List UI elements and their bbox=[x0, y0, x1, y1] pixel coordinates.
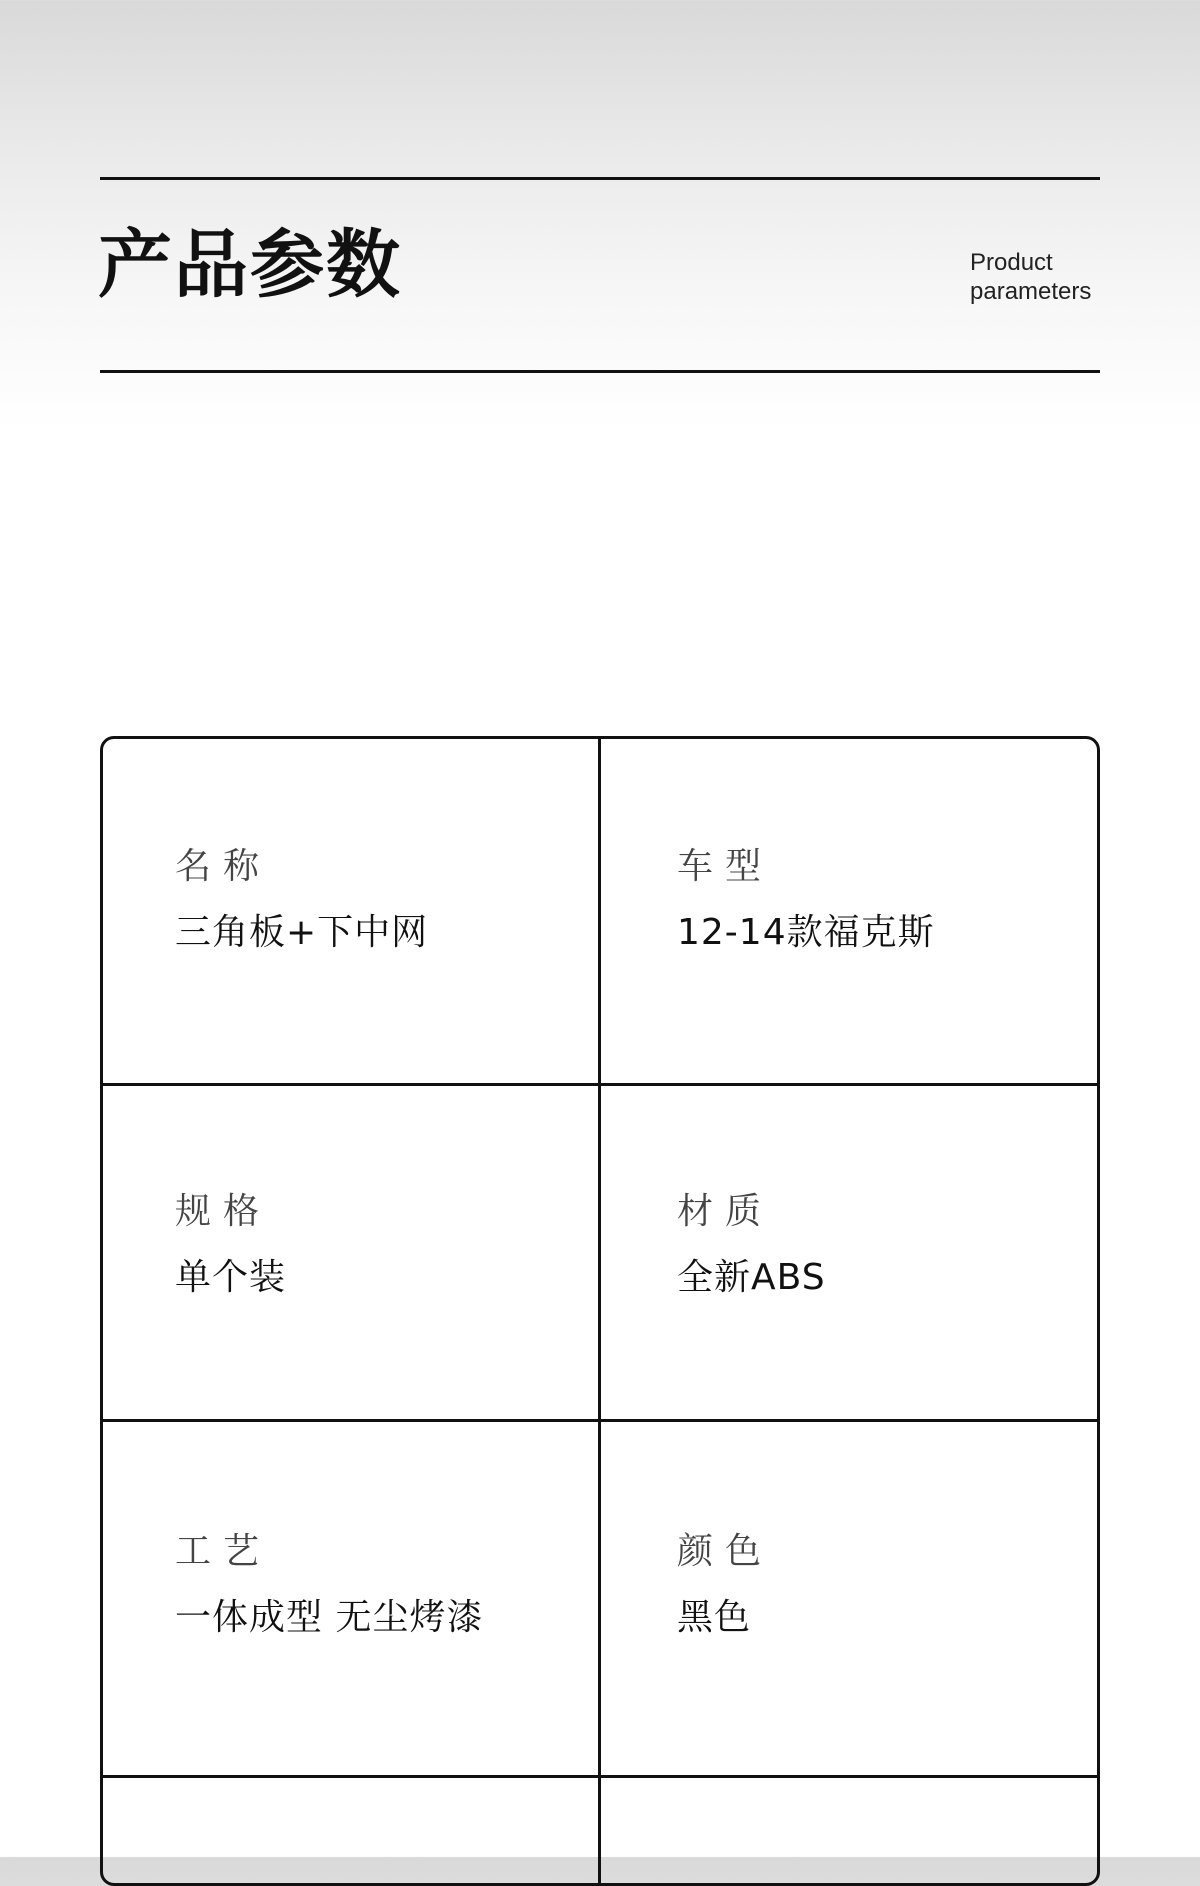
param-cell-model bbox=[677, 846, 935, 953]
param-cell-name bbox=[175, 846, 429, 953]
page-subtitle-en bbox=[970, 248, 1100, 306]
param-cell-material bbox=[677, 1191, 826, 1298]
param-label: 车型 bbox=[677, 846, 774, 887]
param-label: 工艺 bbox=[175, 1531, 272, 1572]
subtitle-line-1: Product bbox=[970, 249, 1053, 276]
param-value: 三角板+下中网 bbox=[175, 912, 429, 953]
param-value: 单个装 bbox=[175, 1257, 287, 1298]
param-label: 材质 bbox=[677, 1191, 774, 1232]
param-cell-color bbox=[677, 1531, 774, 1638]
param-label: 颜色 bbox=[677, 1531, 774, 1572]
param-cell-spec bbox=[175, 1191, 287, 1298]
parameters-table bbox=[100, 736, 1100, 1886]
param-cell-process bbox=[175, 1531, 484, 1638]
param-label: 规格 bbox=[175, 1191, 272, 1232]
param-value: 12-14款福克斯 bbox=[677, 912, 935, 953]
row-divider bbox=[103, 1419, 1097, 1422]
subtitle-line-2: parameters bbox=[970, 278, 1092, 305]
param-value: 黑色 bbox=[677, 1597, 752, 1638]
column-divider bbox=[598, 739, 601, 1883]
param-value: 全新ABS bbox=[677, 1257, 826, 1298]
param-label: 名称 bbox=[175, 846, 272, 887]
row-divider bbox=[103, 1775, 1097, 1778]
row-divider bbox=[103, 1083, 1097, 1086]
header-bottom-rule bbox=[100, 370, 1100, 373]
page-title: 产品参数 bbox=[98, 222, 402, 308]
param-value: 一体成型 无尘烤漆 bbox=[175, 1597, 484, 1638]
header-top-rule bbox=[100, 177, 1100, 180]
